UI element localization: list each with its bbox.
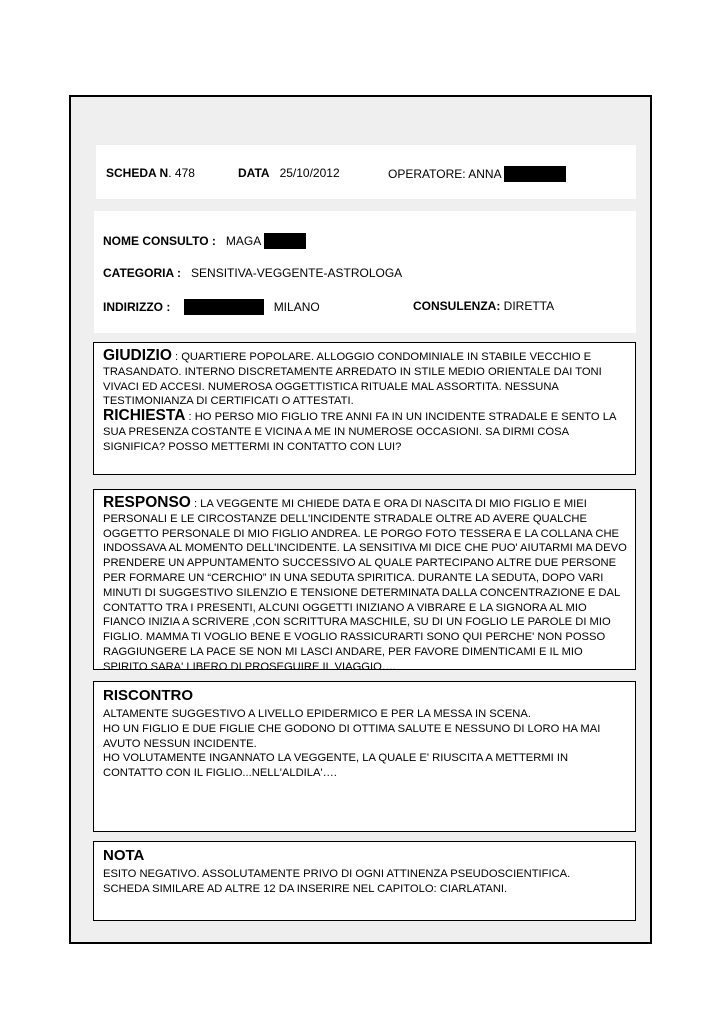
redaction-bar xyxy=(184,299,264,315)
redaction-bar xyxy=(264,233,306,249)
request-paragraph xyxy=(103,409,627,454)
scheda-label: SCHEDA N xyxy=(106,166,169,180)
scheda-number xyxy=(106,166,195,180)
category-value: SENSITIVA-VEGGENTE-ASTROLOGA xyxy=(191,266,403,280)
request-heading: RICHIESTA xyxy=(103,407,186,425)
response-heading: RESPONSO xyxy=(103,494,191,511)
consultation-type-value: DIRETTA xyxy=(503,299,555,313)
consultation-type-row xyxy=(413,299,554,313)
consult-name-label: NOME CONSULTO : xyxy=(103,234,216,248)
findings-line: ALTAMENTE SUGGESTIVO A LIVELLO EPIDERMICO E PER LA MESSA IN SCENA. xyxy=(103,708,531,720)
operator-label: OPERATORE: ANNA xyxy=(388,167,501,181)
date-label: DATA xyxy=(238,166,270,180)
consultation-type-label: CONSULENZA: xyxy=(413,299,501,313)
date-value: 25/10/2012 xyxy=(279,166,340,180)
request-text: : HO PERSO MIO FIGLIO TRE ANNI FA IN UN INCIDENTE STRADALE E SENTO LA SUA PRESENZA COSTANTE E VICINA A ME IN NUMEROSE OCCASIONI. SA DIRMI COSA SIGNIFICA? POSSO METTERMI IN CONTATTO CON LUI? xyxy=(103,411,616,453)
judgement-text: : QUARTIERE POPOLARE. ALLOGGIO CONDOMINIALE IN STABILE VECCHIO E TRASANDATO. INTERNO DISCRETAMENTE ARREDATO IN STILE MEDIO ORIENTALE DAI TONI VIVACI ED ACCESI. NUMEROSA OGGETTISTICA RITUALE MAL ASSORTITA. NESSUNA TESTIMONIANZA DI CERTIFICATI O ATTESTATI. xyxy=(103,351,602,408)
redaction-bar xyxy=(504,166,566,182)
consult-name-row xyxy=(103,233,306,249)
address-value: MILANO xyxy=(273,300,320,314)
category-label: CATEGORIA : xyxy=(103,266,181,280)
note-panel xyxy=(93,841,636,921)
operator-field xyxy=(388,166,566,182)
note-line: SCHEDA SIMILARE AD ALTRE 12 DA INSERIRE NEL CAPITOLO: CIARLATANI. xyxy=(103,882,508,895)
note-heading: NOTA xyxy=(103,847,145,864)
findings-line: HO UN FIGLIO E DUE FIGLIE CHE GODONO DI OTTIMA SALUTE E NESSUNO DI LORO HA MAI AVUTO NESSUN INCIDENTE. xyxy=(103,722,601,750)
judgement-request-panel xyxy=(93,342,636,475)
record-card xyxy=(69,95,652,944)
address-row xyxy=(103,299,320,315)
date-field xyxy=(238,166,340,180)
findings-heading: RISCONTRO xyxy=(103,687,193,704)
response-panel xyxy=(93,489,636,673)
findings-line: HO VOLUTAMENTE INGANNATO LA VEGGENTE, LA QUALE E' RIUSCITA A METTERMI IN CONTATTO CON IL FIGLIO...NELL'ALDILA'…. xyxy=(103,752,569,780)
address-label: INDIRIZZO : xyxy=(103,300,171,314)
response-text: : LA VEGGENTE MI CHIEDE DATA E ORA DI NASCITA DI MIO FIGLIO E MIEI PERSONALI E LE CIRCOSTANZE DELL'INCIDENTE STRADALE OLTRE AD AVERE QUALCHE OGGETTO PERSONALE DI MIO FIGLIO ANDREA. LE PORGO FOTO TESSERA E LA COLLANA CHE INDOSSAVA AL MOMENTO DELL'INCIDENTE. LA SENSITIVA MI DICE CHE PUO' AIUTARMI MA DEVO PRENDERE UN APPUNTAMENTO SUCCESSIVO AL QUALE PARTECIPANO ALTRE DUE PERSONE PER FORMARE UN “CERCHIO” IN UNA SEDUTA SPIRITICA. DURANTE LA SEDUTA, DOPO VARI MINUTI DI SUGGESTIVO SILENZIO E TENSIONE DETERMINATA DALLA CONCENTRAZIONE E DAL CONTATTO TRA I PRESENTI, ALCUNI OGGETTI INIZIANO A VIBRARE E LA SIGNORA AL MIO FIANCO INIZIA A SCRIVERE ,CON SCRITTURA MASCHILE, SU DI UN FOGLIO LE PAROLE DI MIO FIGLIO. MAMMA TI VOGLIO BENE E VOGLIO RASSICURARTI SONO QUI PERCHE' NON POSSO RAGGIUNGERE LA PACE SE NON MI LASCI ANDARE, PER FAVORE DIMENTICAMI E IL MIO SPIRITO SARA' LIBERO DI PROSEGUIRE IL VIAGGIO…. xyxy=(103,498,627,673)
judgement-heading: GIUDIZIO xyxy=(103,347,172,364)
findings-panel xyxy=(93,681,636,832)
header-panel xyxy=(96,145,636,199)
consult-name-value: MAGA xyxy=(225,234,261,248)
info-panel xyxy=(94,211,636,333)
scheda-value: . 478 xyxy=(168,166,195,180)
note-line: ESITO NEGATIVO. ASSOLUTAMENTE PRIVO DI OGNI ATTINENZA PSEUDOSCIENTIFICA. xyxy=(103,868,571,880)
response-paragraph xyxy=(103,496,627,675)
category-row xyxy=(103,266,402,280)
judgement-paragraph xyxy=(103,349,627,409)
